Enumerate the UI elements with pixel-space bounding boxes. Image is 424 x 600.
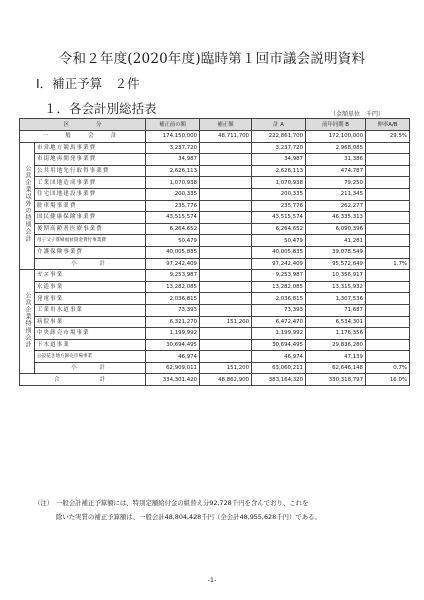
- row-total: 73,393: [252, 304, 306, 316]
- row-name: 後期高齢者医療事業費: [35, 223, 146, 235]
- row-prev: 211,345: [306, 188, 366, 200]
- row-before: 2,626,113: [146, 165, 200, 177]
- subtotal-label: 小 計: [35, 362, 146, 374]
- subtotal-before: 97,242,409: [146, 258, 200, 270]
- footnote-line-2: 除いた実質の補正予算額は、一般会計48,804,428千円（全会計48,955,628千円）である。: [56, 513, 321, 521]
- general-account-row: [20, 131, 410, 143]
- page-number: -1-: [207, 576, 217, 584]
- row-prev: 1,307,536: [306, 293, 366, 305]
- row-before: 6,321,270: [146, 316, 200, 328]
- table-row: [20, 339, 410, 351]
- row-correction: [200, 200, 252, 212]
- row-total: 3,237,720: [252, 142, 306, 154]
- row-name: 下水道事業: [35, 339, 146, 351]
- row-rate: [366, 328, 410, 340]
- row-correction: [200, 281, 252, 293]
- row-prev: 1,176,356: [306, 328, 366, 340]
- row-before: 235,776: [146, 200, 200, 212]
- general-total: 222,861,700: [252, 131, 306, 143]
- row-name: 国民健康保険事業費: [35, 212, 146, 224]
- row-correction: [200, 212, 252, 224]
- row-before: 73,393: [146, 304, 200, 316]
- row-name: 工業団地造成事業費: [35, 177, 146, 189]
- subsection-heading: １．各会計別総括表: [44, 101, 157, 116]
- row-name: 中央卸売市場事業: [35, 328, 146, 340]
- row-total: 200,335: [252, 188, 306, 200]
- row-name: 公共用地先行取得事業費: [35, 165, 146, 177]
- row-prev: 47,139: [306, 351, 366, 363]
- row-correction: [200, 270, 252, 282]
- row-total: 50,479: [252, 235, 306, 247]
- header-rate: 伸率A/B: [366, 119, 410, 131]
- row-rate: [366, 200, 410, 212]
- table-row: [20, 142, 410, 154]
- row-correction: [200, 223, 252, 235]
- row-correction: [200, 142, 252, 154]
- table-row: [20, 270, 410, 282]
- subtotal-before: 62,909,011: [146, 362, 200, 374]
- row-total: 34,987: [252, 154, 306, 166]
- row-correction: [200, 351, 252, 363]
- subtotal-rate: 1.7%: [366, 258, 410, 270]
- grand-total-row: [20, 374, 410, 386]
- table-row: [20, 316, 410, 328]
- table-row: [20, 154, 410, 166]
- table-row: [20, 212, 410, 224]
- row-total: 46,974: [252, 351, 306, 363]
- row-name: 母子父子寡婦福祉資金貸付事業費: [35, 235, 146, 247]
- general-correction: 48,711,700: [200, 131, 252, 143]
- row-total: 13,282,085: [252, 281, 306, 293]
- table-row: [20, 165, 410, 177]
- row-total: 1,070,938: [252, 177, 306, 189]
- row-total: 43,515,574: [252, 212, 306, 224]
- row-rate: [366, 339, 410, 351]
- row-correction: [200, 154, 252, 166]
- row-name: 介護保険事業費: [35, 246, 146, 258]
- subtotal-rate: 0.7%: [366, 362, 410, 374]
- row-name: 水道事業: [35, 281, 146, 293]
- table-row: [20, 293, 410, 305]
- table-row: [20, 281, 410, 293]
- footnote-line-1: 一般会計補正予算額には、特別定額給付金の組替え分92,728千円を含んでおり、これを: [56, 499, 309, 507]
- page-title: 令和２年度(2020年度)臨時第１回市議会説明資料: [58, 51, 366, 67]
- row-rate: [366, 223, 410, 235]
- group2-label: 公営企業特別会計: [24, 291, 31, 348]
- grand-total-label: 合 計: [20, 374, 146, 386]
- row-rate: [366, 270, 410, 282]
- row-total: 40,005,835: [252, 246, 306, 258]
- row-prev: 41,281: [306, 235, 366, 247]
- subtotal-correction: 151,200: [200, 362, 252, 374]
- row-total: 6,264,652: [252, 223, 306, 235]
- section-heading: Ⅰ．補正予算 ２件: [36, 76, 140, 91]
- row-before: 40,005,835: [146, 246, 200, 258]
- header-category: 区 分: [20, 119, 146, 131]
- row-rate: [366, 304, 410, 316]
- grand-total-correction: 48,862,900: [200, 374, 252, 386]
- row-rate: [366, 177, 410, 189]
- subtotal-correction: [200, 258, 252, 270]
- row-before: 2,036,815: [146, 293, 200, 305]
- row-prev: 46,335,313: [306, 212, 366, 224]
- row-before: 200,335: [146, 188, 200, 200]
- row-correction: [200, 328, 252, 340]
- row-prev: 31,386: [306, 154, 366, 166]
- grand-total-prev: 330,318,797: [306, 374, 366, 386]
- grand-total-rate: 16.0%: [366, 374, 410, 386]
- accounts-summary-table: [19, 118, 410, 386]
- row-name: 駐車場事業費: [35, 200, 146, 212]
- group1-label: 公営企業以外の特別会計: [24, 165, 31, 243]
- table-row: [20, 200, 410, 212]
- row-correction: [200, 165, 252, 177]
- footnote: [34, 496, 394, 524]
- footnote-mark: （注）: [34, 499, 54, 507]
- row-prev: 6,090,396: [306, 223, 366, 235]
- header-total: 計 A: [252, 119, 306, 131]
- row-prev: 39,078,549: [306, 246, 366, 258]
- general-rate: 29.5%: [366, 131, 410, 143]
- header-correction: 補正額: [200, 119, 252, 131]
- header-prev: 前年同期 B: [306, 119, 366, 131]
- row-name: 病院事業: [35, 316, 146, 328]
- group2-label-cell: [20, 270, 35, 374]
- table-row: [20, 328, 410, 340]
- row-correction: [200, 339, 252, 351]
- row-prev: 29,836,280: [306, 339, 366, 351]
- row-correction: [200, 293, 252, 305]
- row-name: 発電事業: [35, 293, 146, 305]
- table-header-row: [20, 119, 410, 131]
- general-account-label: 一 般 会 計: [20, 131, 146, 143]
- row-name: ガス事業: [35, 270, 146, 282]
- grand-total-total: 383,164,320: [252, 374, 306, 386]
- row-correction: [200, 246, 252, 258]
- row-name: 公設花き地方卸売市場事業: [35, 351, 146, 363]
- subtotal-prev: 95,572,649: [306, 258, 366, 270]
- row-rate: [366, 293, 410, 305]
- row-name: 市営地方競馬事業費: [35, 142, 146, 154]
- row-correction: [200, 304, 252, 316]
- row-total: 2,626,113: [252, 165, 306, 177]
- row-prev: 6,534,301: [306, 316, 366, 328]
- general-prev: 172,100,000: [306, 131, 366, 143]
- table-row: [20, 304, 410, 316]
- table-row: [20, 246, 410, 258]
- table-row: [20, 223, 410, 235]
- row-correction: [200, 235, 252, 247]
- subtotal-total: 97,242,409: [252, 258, 306, 270]
- row-name: 工業用水道事業: [35, 304, 146, 316]
- row-rate: [366, 281, 410, 293]
- grand-total-before: 334,301,420: [146, 374, 200, 386]
- row-before: 46,974: [146, 351, 200, 363]
- row-before: 34,987: [146, 154, 200, 166]
- row-prev: 474,787: [306, 165, 366, 177]
- row-rate: [366, 142, 410, 154]
- row-name: 市街地再開発事業費: [35, 154, 146, 166]
- group1-label-cell: [20, 142, 35, 270]
- row-rate: [366, 154, 410, 166]
- row-total: 9,253,987: [252, 270, 306, 282]
- row-before: 3,237,720: [146, 142, 200, 154]
- row-rate: [366, 351, 410, 363]
- group2-subtotal-row: [20, 362, 410, 374]
- table-row: [20, 235, 410, 247]
- row-prev: 71,687: [306, 304, 366, 316]
- row-rate: [366, 165, 410, 177]
- row-before: 1,070,938: [146, 177, 200, 189]
- row-correction: 151,200: [200, 316, 252, 328]
- row-rate: [366, 188, 410, 200]
- row-rate: [366, 212, 410, 224]
- subtotal-total: 63,060,211: [252, 362, 306, 374]
- row-rate: [366, 316, 410, 328]
- row-total: 235,776: [252, 200, 306, 212]
- row-before: 6,264,652: [146, 223, 200, 235]
- unit-note: （金額単位 千円）: [329, 111, 384, 118]
- header-before: 補正前の額: [146, 119, 200, 131]
- table-body: [20, 119, 410, 386]
- row-prev: 13,315,932: [306, 281, 366, 293]
- row-prev: 262,277: [306, 200, 366, 212]
- row-before: 50,479: [146, 235, 200, 247]
- row-total: 2,036,815: [252, 293, 306, 305]
- group1-subtotal-row: [20, 258, 410, 270]
- row-total: 6,472,470: [252, 316, 306, 328]
- row-name: 住宅団地建設事業費: [35, 188, 146, 200]
- row-rate: [366, 246, 410, 258]
- row-correction: [200, 188, 252, 200]
- row-before: 30,694,495: [146, 339, 200, 351]
- row-total: 30,694,495: [252, 339, 306, 351]
- table-row: [20, 351, 410, 363]
- subtotal-prev: 62,646,148: [306, 362, 366, 374]
- row-before: 13,282,085: [146, 281, 200, 293]
- row-prev: 79,250: [306, 177, 366, 189]
- subtotal-label: 小 計: [35, 258, 146, 270]
- row-correction: [200, 177, 252, 189]
- row-prev: 10,356,917: [306, 270, 366, 282]
- table-row: [20, 177, 410, 189]
- row-total: 1,199,992: [252, 328, 306, 340]
- row-rate: [366, 235, 410, 247]
- row-before: 43,515,574: [146, 212, 200, 224]
- row-before: 1,199,992: [146, 328, 200, 340]
- general-before: 174,150,000: [146, 131, 200, 143]
- row-prev: 2,968,085: [306, 142, 366, 154]
- table-row: [20, 188, 410, 200]
- row-before: 9,253,987: [146, 270, 200, 282]
